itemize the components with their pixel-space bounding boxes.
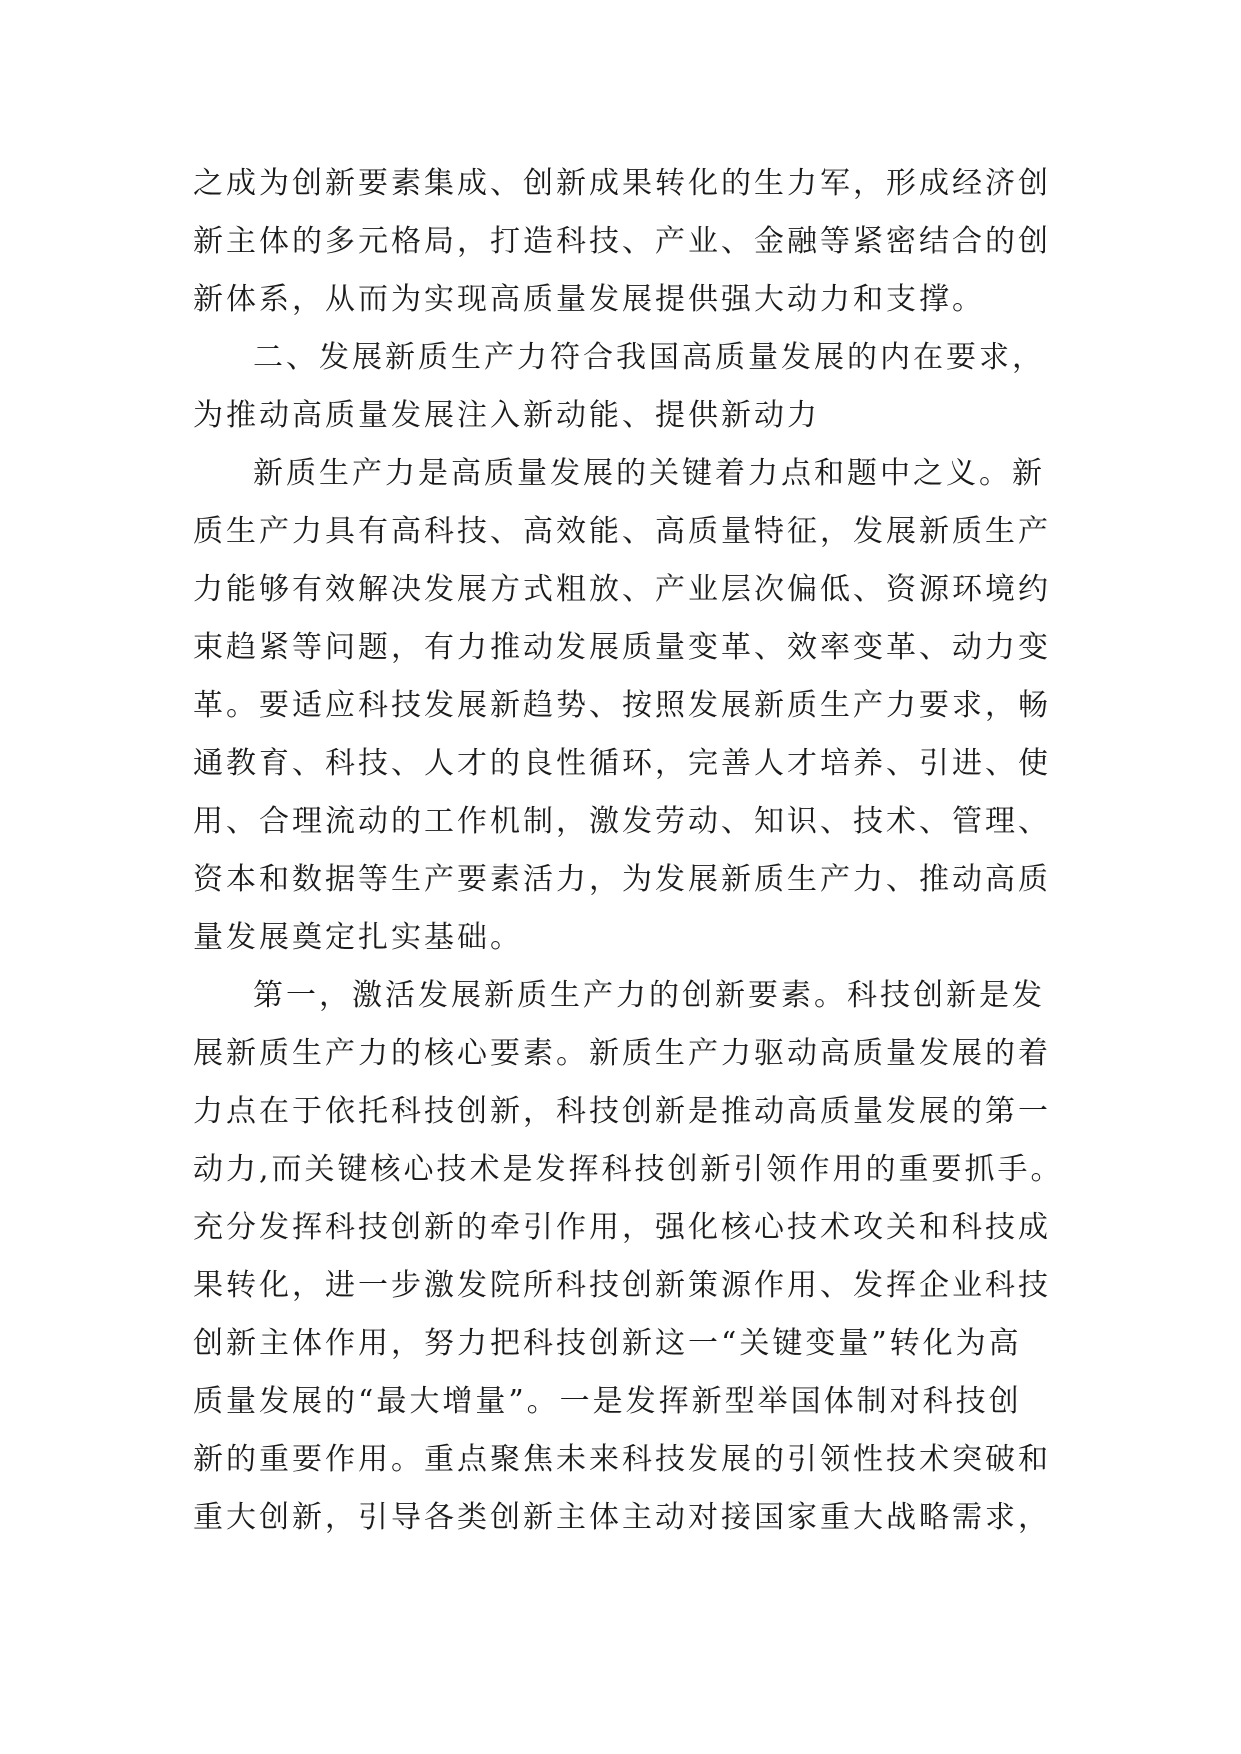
text-line: 资本和数据等生产要素活力，为发展新质生产力、推动高质 (193, 862, 1051, 897)
text-line: 动力,而关键核心技术是发挥科技创新引领作用的重要抓手。 (193, 1152, 1064, 1187)
text-line: 量发展奠定扎实基础。 (193, 920, 523, 955)
text-line: 新的重要作用。重点聚焦未来科技发展的引领性技术突破和 (193, 1442, 1051, 1477)
document-body (193, 155, 1064, 1547)
text-line: 通教育、科技、人才的良性循环，完善人才培养、引进、使 (193, 746, 1051, 781)
text-line: 束趋紧等问题，有力推动发展质量变革、效率变革、动力变 (193, 630, 1051, 665)
text-line: 新体系，从而为实现高质量发展提供强大动力和支撑。 (193, 282, 985, 317)
text-line: 充分发挥科技创新的牵引作用，强化核心技术攻关和科技成 (193, 1210, 1051, 1245)
text-line: 质生产力具有高科技、高效能、高质量特征，发展新质生产 (193, 514, 1051, 549)
text-line: 第一，激活发展新质生产力的创新要素。科技创新是发 (253, 978, 1045, 1013)
text-line: 革。要适应科技发展新趋势、按照发展新质生产力要求，畅 (193, 688, 1051, 723)
text-line: 力能够有效解决发展方式粗放、产业层次偏低、资源环境约 (193, 572, 1051, 607)
text-line: 用、合理流动的工作机制，激发劳动、知识、技术、管理、 (193, 804, 1051, 839)
text-line: 新质生产力是高质量发展的关键着力点和题中之义。新 (253, 456, 1045, 491)
text-line: 之成为创新要素集成、创新成果转化的生力军，形成经济创 (193, 166, 1051, 201)
text-line: 质量发展的“最大增量”。一是发挥新型举国体制对科技创 (193, 1384, 1022, 1419)
text-line: 果转化，进一步激发院所科技创新策源作用、发挥企业科技 (193, 1268, 1051, 1303)
text-line: 二、发展新质生产力符合我国高质量发展的内在要求， (253, 340, 1045, 375)
text-line: 展新质生产力的核心要素。新质生产力驱动高质量发展的着 (193, 1036, 1051, 1071)
text-line: 重大创新，引导各类创新主体主动对接国家重大战略需求， (193, 1500, 1051, 1535)
text-line: 为推动高质量发展注入新动能、提供新动力 (193, 398, 820, 433)
text-line: 新主体的多元格局，打造科技、产业、金融等紧密结合的创 (193, 224, 1051, 259)
text-line: 创新主体作用，努力把科技创新这一“关键变量”转化为高 (193, 1326, 1022, 1361)
text-line: 力点在于依托科技创新，科技创新是推动高质量发展的第一 (193, 1094, 1051, 1129)
